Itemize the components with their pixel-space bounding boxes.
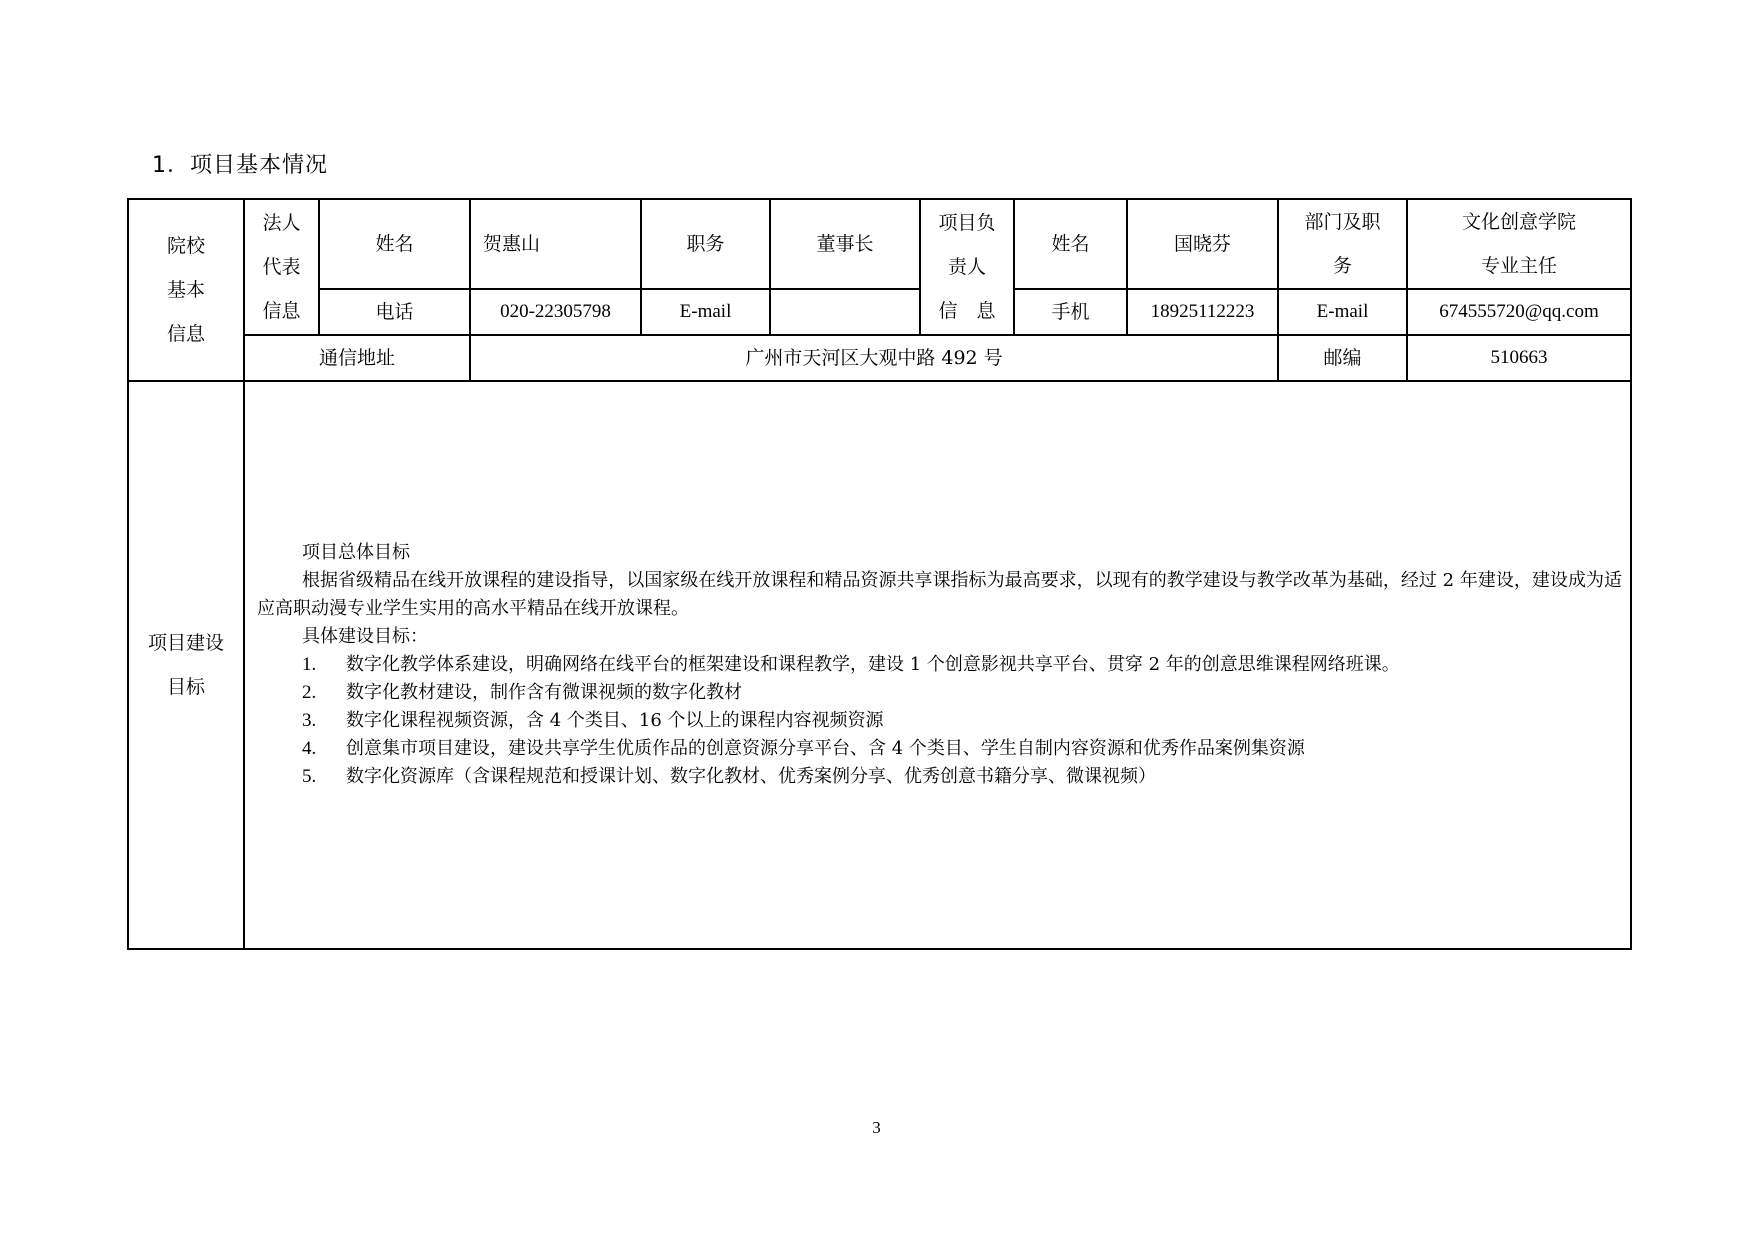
goals-specific-heading: 具体建设目标： <box>302 626 428 647</box>
mobile-value: 18925112223 <box>1127 289 1278 335</box>
name-label: 姓名 <box>319 199 470 289</box>
email-label: E-mail <box>1278 289 1407 335</box>
phone-label: 电话 <box>319 289 470 335</box>
email-label: E-mail <box>641 289 770 335</box>
goals-label: 项目建设 目标 <box>128 381 244 949</box>
goal-item: 2. 数字化教材建设，制作含有微课视频的数字化教材 <box>302 682 742 703</box>
goals-content <box>244 381 1631 949</box>
postcode-label: 邮编 <box>1278 335 1407 381</box>
dept-position-label: 部门及职 务 <box>1278 199 1407 289</box>
goals-overall: 根据省级精品在线开放课程的建设指导，以国家级在线开放课程和精品资源共享课指标为最高要求，以现有的教学建设与教学改革为基础，经过 2 年建设，建设成为适应高职动漫专业学生实用的高水平精品在线开放课程。 <box>257 570 1622 619</box>
leader-label: 项目负 责人 信 息 <box>920 199 1014 335</box>
phone-value: 020-22305798 <box>470 289 641 335</box>
goal-item: 5. 数字化资源库（含课程规范和授课计划、数字化教材、优秀案例分享、优秀创意书籍分享、微课视频） <box>302 766 1156 787</box>
leader-name: 国晓芬 <box>1127 199 1278 289</box>
address-label: 通信地址 <box>244 335 470 381</box>
goal-item: 3. 数字化课程视频资源，含 4 个类目、16 个以上的课程内容视频资源 <box>302 710 884 731</box>
mobile-label: 手机 <box>1014 289 1127 335</box>
goals-text <box>245 539 1630 791</box>
legal-rep-position: 董事长 <box>770 199 920 289</box>
leader-email: 674555720@qq.com <box>1407 289 1631 335</box>
leader-dept-position: 文化创意学院 专业主任 <box>1407 199 1631 289</box>
address-value: 广州市天河区大观中路 492 号 <box>470 335 1278 381</box>
legal-rep-email <box>770 289 920 335</box>
page-number: 3 <box>872 1118 881 1137</box>
goal-item: 4. 创意集市项目建设，建设共享学生优质作品的创意资源分享平台、含 4 个类目、学生自制内容资源和优秀作品案例集资源 <box>302 738 1305 759</box>
position-label: 职务 <box>641 199 770 289</box>
section-title: 1．项目基本情况 <box>152 153 328 178</box>
postcode-value: 510663 <box>1407 335 1631 381</box>
project-info-table <box>127 198 1632 950</box>
goals-heading: 项目总体目标 <box>302 542 410 563</box>
legal-rep-name: 贺惠山 <box>470 199 641 289</box>
name-label: 姓名 <box>1014 199 1127 289</box>
legal-rep-label: 法人 代表 信息 <box>244 199 319 335</box>
goal-item: 1. 数字化教学体系建设，明确网络在线平台的框架建设和课程教学，建设 1 个创意影视共享平台、贯穿 2 年的创意思维课程网络班课。 <box>302 654 1400 675</box>
school-info-label: 院校 基本 信息 <box>128 199 244 381</box>
